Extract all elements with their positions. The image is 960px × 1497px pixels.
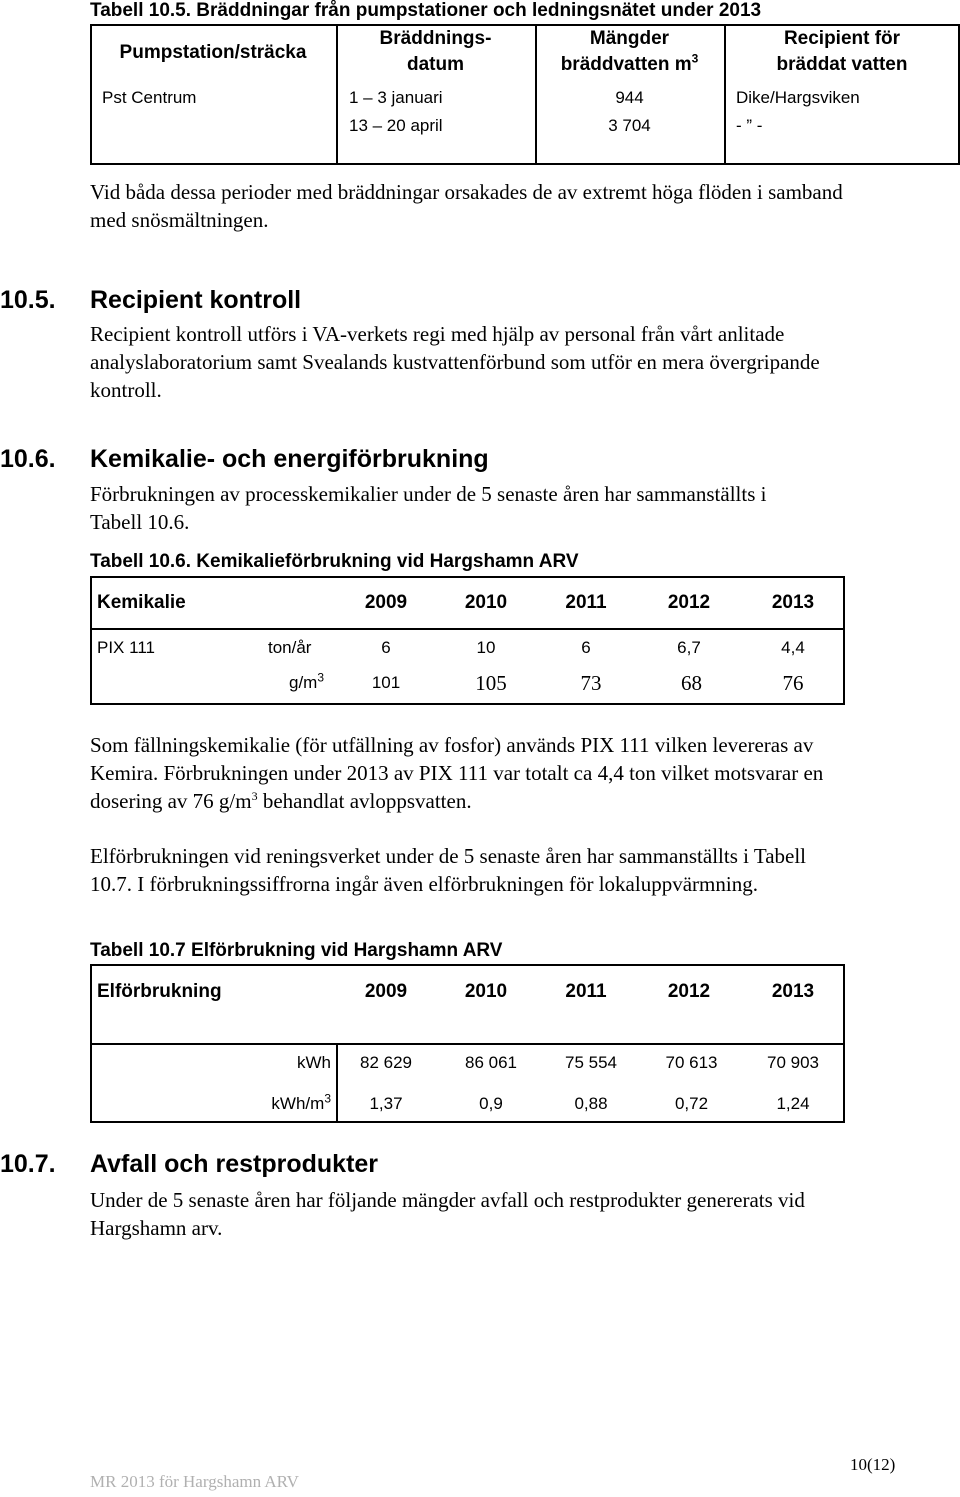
paragraph: Hargshamn arv. [90, 1216, 223, 1240]
header-year: 2012 [667, 981, 711, 1002]
header-date-1: Bräddnings- [379, 28, 492, 49]
table-cell: 1,24 [776, 1094, 810, 1113]
table-cell: 82 629 [360, 1053, 412, 1072]
row-date: 1 – 3 januari [349, 88, 443, 107]
header-year: 2012 [667, 592, 711, 613]
paragraph: 10.7. I förbrukningssiffrorna ingår även elförbrukningen för lokaluppvärmning. [90, 872, 758, 896]
table-cell: 0,88 [574, 1094, 608, 1113]
row-recipient: Dike/Hargsviken [736, 88, 860, 107]
paragraph: dosering av 76 $g/m^3$ behandlat avloppsvatten. [90, 789, 472, 813]
paragraph: Under de 5 senaste åren har följande mängder avfall och restprodukter genererats vid [90, 1188, 805, 1212]
table-cell: 101 [371, 673, 401, 692]
paragraph: Förbrukningen av processkemikalier under de 5 senaste åren har sammanställts i [90, 482, 767, 506]
unit-label: ton/år [268, 638, 312, 657]
table-10-7-caption: Tabell 10.7 Elförbrukning vid Hargshamn ARV [90, 940, 503, 961]
header-year: 2013 [771, 981, 815, 1002]
header-year: 2010 [464, 592, 508, 613]
chemical-name: PIX 111 [97, 638, 155, 657]
table-cell: 76 [782, 671, 804, 695]
header-date-2: datum [407, 54, 464, 75]
header-amount-2: bräddvatten $m^3$ [560, 51, 699, 75]
row-station: Pst Centrum [102, 88, 197, 107]
paragraph: Som fällningskemikalie (för utfällning av fosfor) används PIX 111 vilken levereras av [90, 733, 814, 757]
table-cell: 86 061 [465, 1053, 517, 1072]
paragraph: analyslaboratorium samt Svealands kustvattenförbund som utför en mera övergripande [90, 350, 820, 374]
section-number: 10.6. [0, 445, 56, 473]
paragraph: Kemira. Förbrukningen under 2013 av PIX 111 var totalt ca 4,4 ton vilket motsvarar en [90, 761, 824, 785]
footer-text: MR 2013 för Hargshamn ARV [90, 1472, 299, 1491]
header-kemikalie: Kemikalie [97, 592, 186, 613]
table-divider [90, 628, 845, 630]
header-year: 2011 [565, 981, 607, 1002]
row-recipient: - ” - [736, 116, 763, 135]
paragraph: kontroll. [90, 378, 162, 402]
header-year: 2011 [565, 592, 607, 613]
header-elforbrukning: Elförbrukning [97, 981, 222, 1002]
page-number: 10(12) [850, 1455, 896, 1474]
table-10-5-caption: Tabell 10.5. Bräddningar från pumpstationer och ledningsnätet under 2013 [90, 0, 762, 21]
row-date: 13 – 20 april [349, 116, 443, 135]
header-station: Pumpstation/sträcka [119, 42, 307, 63]
unit-label: kWh/$m^3$ [271, 1091, 331, 1113]
paragraph: med snösmältningen. [90, 208, 269, 232]
paragraph: Vid båda dessa perioder med bräddningar orsakades de av extremt höga flöden i samband [90, 180, 843, 204]
section-title: Avfall och restprodukter [90, 1150, 379, 1178]
header-recipient-2: bräddat vatten [776, 54, 908, 75]
paragraph: Elförbrukningen vid reningsverket under de 5 senaste åren har sammanställts i Tabell [90, 844, 807, 868]
section-title: Kemikalie- och energiförbrukning [90, 445, 489, 473]
section-title: Recipient kontroll [90, 286, 302, 314]
table-cell: 73 [580, 671, 602, 695]
header-year: 2009 [364, 981, 408, 1002]
table-cell: 6 [381, 638, 391, 657]
table-cell: 10 [476, 638, 496, 657]
table-cell: 6,7 [677, 638, 701, 657]
row-amount: 944 [615, 88, 644, 107]
header-amount-1: Mängder [589, 28, 670, 49]
table-10-6-caption: Tabell 10.6. Kemikalieförbrukning vid Hargshamn ARV [90, 551, 579, 572]
table-cell: 70 613 [665, 1053, 718, 1072]
header-year: 2009 [364, 592, 408, 613]
section-number: 10.7. [0, 1150, 56, 1178]
table-cell: 4,4 [781, 638, 805, 657]
header-year: 2013 [771, 592, 815, 613]
header-year: 2010 [464, 981, 508, 1002]
paragraph: Recipient kontroll utförs i VA-verkets regi med hjälp av personal från vårt anlitade [90, 322, 785, 346]
table-divider [90, 1043, 845, 1045]
table-cell: 105 [475, 671, 507, 695]
table-cell: 68 [681, 671, 702, 695]
row-amount: 3 704 [608, 116, 651, 135]
table-cell: 70 903 [767, 1053, 819, 1072]
header-recipient-1: Recipient för [783, 28, 901, 49]
table-cell: 75 554 [565, 1053, 617, 1072]
unit-label: $g/m^3$ [289, 670, 325, 692]
paragraph: Tabell 10.6. [90, 510, 190, 534]
table-cell: 0,9 [479, 1094, 503, 1113]
section-number: 10.5. [0, 286, 56, 314]
table-cell: 1,37 [369, 1094, 403, 1113]
table-cell: 6 [581, 638, 591, 657]
table-cell: 0,72 [674, 1094, 709, 1113]
unit-label: kWh [297, 1053, 331, 1072]
